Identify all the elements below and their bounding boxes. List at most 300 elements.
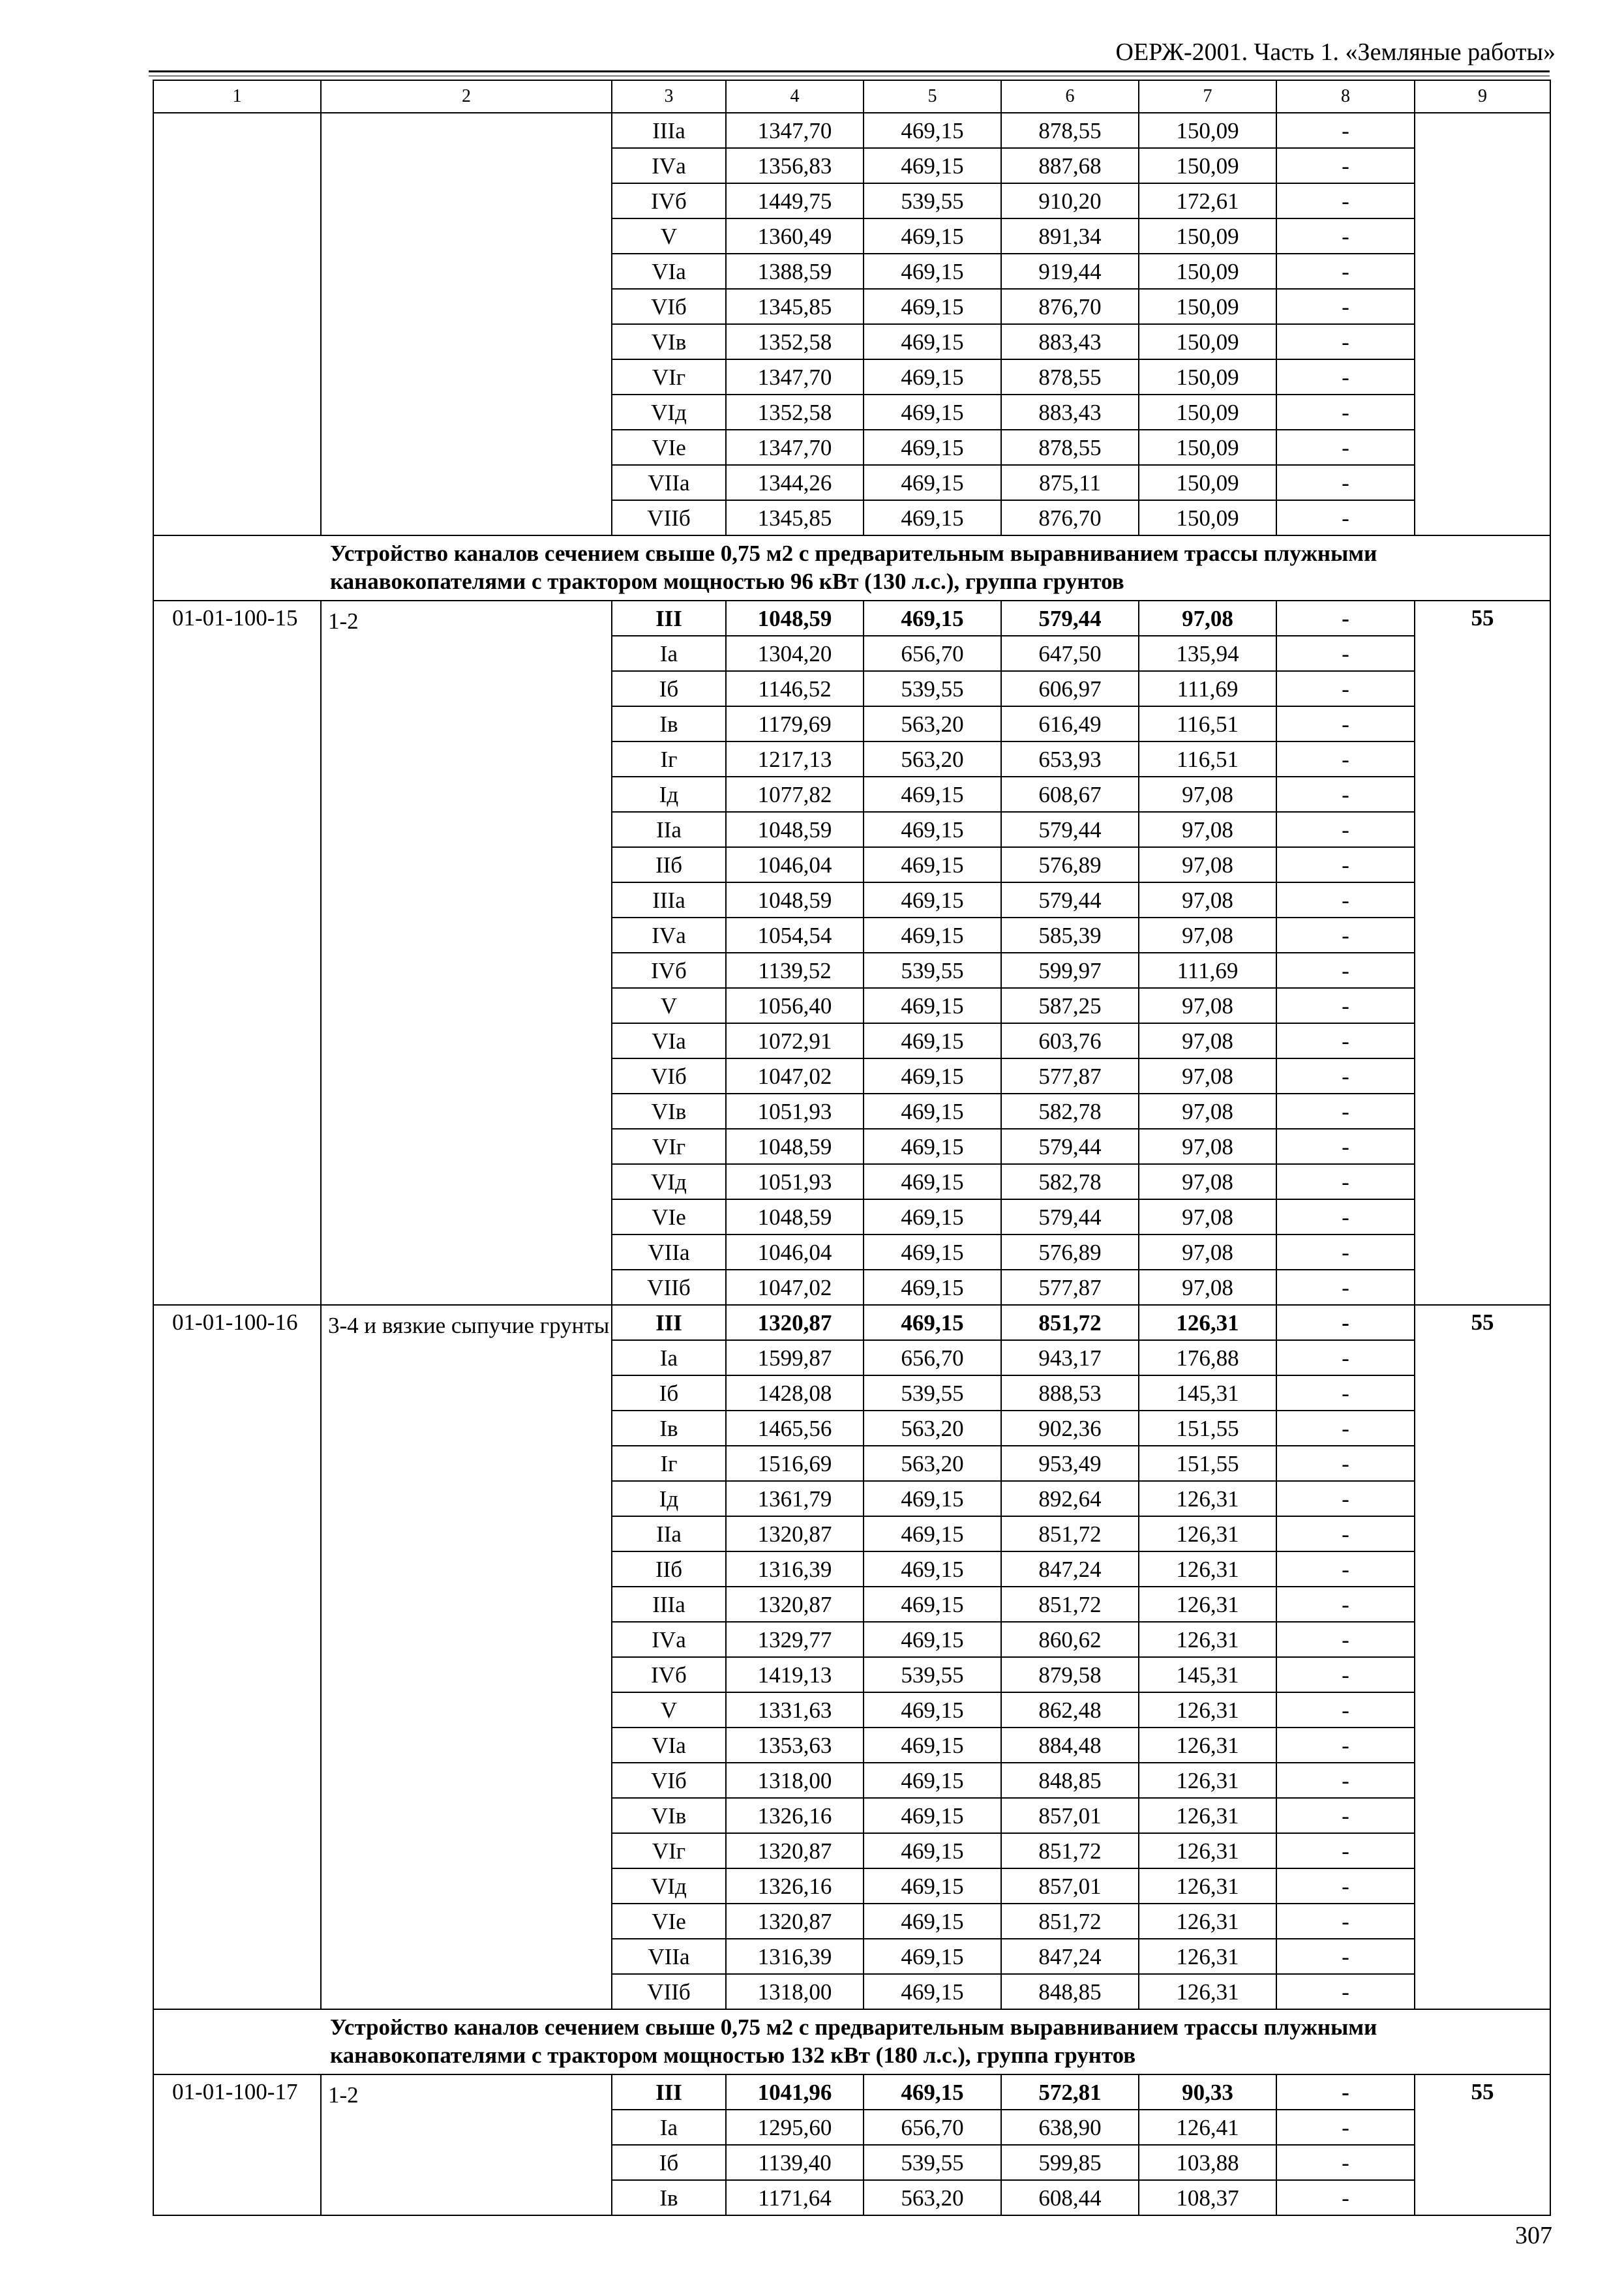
value-cell: 1331,63 bbox=[726, 1692, 864, 1728]
value-cell: 539,55 bbox=[864, 183, 1001, 218]
value-cell: 150,09 bbox=[1139, 113, 1276, 148]
value-cell: 1316,39 bbox=[726, 1551, 864, 1587]
value-cell: - bbox=[1276, 2180, 1415, 2215]
value-cell: 587,25 bbox=[1001, 988, 1139, 1023]
value-cell: 1352,58 bbox=[726, 324, 864, 359]
soil-grade-cell: VIб bbox=[612, 1058, 726, 1094]
value-cell: 860,62 bbox=[1001, 1622, 1139, 1657]
value-cell: - bbox=[1276, 847, 1415, 882]
value-cell: 469,15 bbox=[864, 988, 1001, 1023]
value-cell: 563,20 bbox=[864, 2180, 1001, 2215]
value-cell: 1048,59 bbox=[726, 601, 864, 636]
soil-grade-cell: Iг bbox=[612, 741, 726, 777]
value-cell: 539,55 bbox=[864, 671, 1001, 706]
soil-grade-cell: III bbox=[612, 2074, 726, 2110]
value-cell: 469,15 bbox=[864, 1868, 1001, 1904]
value-cell: 579,44 bbox=[1001, 882, 1139, 918]
value-cell: 90,33 bbox=[1139, 2074, 1276, 2110]
value-cell: 606,97 bbox=[1001, 671, 1139, 706]
value-cell: 902,36 bbox=[1001, 1411, 1139, 1446]
value-cell: 848,85 bbox=[1001, 1974, 1139, 2009]
value-cell: - bbox=[1276, 1939, 1415, 1974]
value-cell: 150,09 bbox=[1139, 500, 1276, 535]
value-cell: - bbox=[1276, 1164, 1415, 1199]
value-cell: 1347,70 bbox=[726, 430, 864, 465]
soil-grade-cell: IIа bbox=[612, 812, 726, 847]
value-cell: 576,89 bbox=[1001, 1234, 1139, 1270]
value-cell: - bbox=[1276, 1868, 1415, 1904]
value-cell: 469,15 bbox=[864, 465, 1001, 500]
soil-grade-cell: VIIб bbox=[612, 500, 726, 535]
section-title: Устройство каналов сечением свыше 0,75 м2 с предварительным выравниванием трассы плужными канавокопателями с трактором мощностью 132 кВт (180 л.с.), группа грунтов bbox=[153, 2009, 1550, 2074]
value-cell: 599,97 bbox=[1001, 953, 1139, 988]
value-cell: 1320,87 bbox=[726, 1305, 864, 1340]
col9-cell-empty bbox=[1415, 113, 1550, 535]
value-cell: - bbox=[1276, 500, 1415, 535]
table-row bbox=[153, 2074, 1550, 2110]
value-cell: - bbox=[1276, 2145, 1415, 2180]
value-cell: 878,55 bbox=[1001, 430, 1139, 465]
value-cell: 879,58 bbox=[1001, 1657, 1139, 1692]
value-cell: - bbox=[1276, 1974, 1415, 2009]
value-cell: 150,09 bbox=[1139, 254, 1276, 289]
value-cell: 943,17 bbox=[1001, 1340, 1139, 1375]
value-cell: 563,20 bbox=[864, 1411, 1001, 1446]
value-cell: 97,08 bbox=[1139, 918, 1276, 953]
value-cell: 1320,87 bbox=[726, 1587, 864, 1622]
value-cell: - bbox=[1276, 1833, 1415, 1868]
value-cell: 97,08 bbox=[1139, 812, 1276, 847]
soil-grade-cell: V bbox=[612, 988, 726, 1023]
value-cell: 1051,93 bbox=[726, 1094, 864, 1129]
soil-grade-cell: IIб bbox=[612, 1551, 726, 1587]
value-cell: 469,15 bbox=[864, 324, 1001, 359]
soil-grade-cell: IIб bbox=[612, 847, 726, 882]
value-cell: - bbox=[1276, 1798, 1415, 1833]
value-cell: 469,15 bbox=[864, 1939, 1001, 1974]
value-cell: 469,15 bbox=[864, 1481, 1001, 1516]
soil-grade-cell: VIа bbox=[612, 1728, 726, 1763]
column-number: 5 bbox=[864, 80, 1001, 113]
soil-grade-cell: VIд bbox=[612, 395, 726, 430]
value-cell: 150,09 bbox=[1139, 289, 1276, 324]
col9-value: 55 bbox=[1415, 1305, 1550, 2009]
value-cell: - bbox=[1276, 183, 1415, 218]
value-cell: 1047,02 bbox=[726, 1270, 864, 1305]
soil-grade-cell: VIг bbox=[612, 1129, 726, 1164]
value-cell: 1048,59 bbox=[726, 812, 864, 847]
value-cell: 1318,00 bbox=[726, 1974, 864, 2009]
table-row bbox=[153, 113, 1550, 148]
value-cell: 851,72 bbox=[1001, 1587, 1139, 1622]
soil-grade-cell: V bbox=[612, 1692, 726, 1728]
value-cell: 563,20 bbox=[864, 741, 1001, 777]
soil-grade-cell: VIд bbox=[612, 1164, 726, 1199]
value-cell: 599,85 bbox=[1001, 2145, 1139, 2180]
value-cell: 97,08 bbox=[1139, 601, 1276, 636]
value-cell: - bbox=[1276, 1692, 1415, 1728]
value-cell: 638,90 bbox=[1001, 2110, 1139, 2145]
soil-grade-cell: VIв bbox=[612, 1798, 726, 1833]
value-cell: 97,08 bbox=[1139, 777, 1276, 812]
value-cell: 126,31 bbox=[1139, 1904, 1276, 1939]
value-cell: 126,41 bbox=[1139, 2110, 1276, 2145]
column-number: 3 bbox=[612, 80, 726, 113]
table-row bbox=[153, 1305, 1550, 1340]
value-cell: 1051,93 bbox=[726, 1164, 864, 1199]
soil-grade-cell: Iб bbox=[612, 1375, 726, 1411]
value-cell: 126,31 bbox=[1139, 1974, 1276, 2009]
value-cell: 1428,08 bbox=[726, 1375, 864, 1411]
column-number: 1 bbox=[153, 80, 321, 113]
value-cell: 150,09 bbox=[1139, 324, 1276, 359]
price-table bbox=[153, 80, 1551, 2216]
value-cell: 469,15 bbox=[864, 430, 1001, 465]
value-cell: - bbox=[1276, 1270, 1415, 1305]
value-cell: 653,93 bbox=[1001, 741, 1139, 777]
value-cell: 469,15 bbox=[864, 1622, 1001, 1657]
soil-grade-cell: Iд bbox=[612, 1481, 726, 1516]
value-cell: 469,15 bbox=[864, 1199, 1001, 1234]
value-cell: - bbox=[1276, 812, 1415, 847]
soil-grade-cell: Iа bbox=[612, 1340, 726, 1375]
value-cell: 851,72 bbox=[1001, 1305, 1139, 1340]
value-cell: 469,15 bbox=[864, 1551, 1001, 1587]
value-cell: 910,20 bbox=[1001, 183, 1139, 218]
soil-grade-cell: VIIб bbox=[612, 1974, 726, 2009]
value-cell: 1353,63 bbox=[726, 1728, 864, 1763]
value-cell: - bbox=[1276, 1375, 1415, 1411]
value-cell: 656,70 bbox=[864, 2110, 1001, 2145]
value-cell: - bbox=[1276, 1058, 1415, 1094]
value-cell: - bbox=[1276, 1516, 1415, 1551]
value-cell: 469,15 bbox=[864, 113, 1001, 148]
value-cell: 97,08 bbox=[1139, 1164, 1276, 1199]
value-cell: 1072,91 bbox=[726, 1023, 864, 1058]
value-cell: 469,15 bbox=[864, 601, 1001, 636]
value-cell: - bbox=[1276, 1023, 1415, 1058]
value-cell: 97,08 bbox=[1139, 1270, 1276, 1305]
value-cell: 126,31 bbox=[1139, 1481, 1276, 1516]
value-cell: 1465,56 bbox=[726, 1411, 864, 1446]
value-cell: 579,44 bbox=[1001, 601, 1139, 636]
value-cell: 126,31 bbox=[1139, 1868, 1276, 1904]
value-cell: - bbox=[1276, 988, 1415, 1023]
value-cell: 563,20 bbox=[864, 1446, 1001, 1481]
value-cell: 857,01 bbox=[1001, 1798, 1139, 1833]
running-header: ОЕРЖ-2001. Часть 1. «Земляные работы» bbox=[1115, 38, 1556, 66]
value-cell: 539,55 bbox=[864, 1657, 1001, 1692]
column-number: 9 bbox=[1415, 80, 1550, 113]
value-cell: 539,55 bbox=[864, 2145, 1001, 2180]
value-cell: 126,31 bbox=[1139, 1587, 1276, 1622]
value-cell: 862,48 bbox=[1001, 1692, 1139, 1728]
value-cell: 469,15 bbox=[864, 1728, 1001, 1763]
soil-grade-cell: IVа bbox=[612, 148, 726, 183]
value-cell: - bbox=[1276, 601, 1415, 636]
value-cell: - bbox=[1276, 254, 1415, 289]
value-cell: 576,89 bbox=[1001, 847, 1139, 882]
value-cell: 883,43 bbox=[1001, 324, 1139, 359]
value-cell: 126,31 bbox=[1139, 1939, 1276, 1974]
value-cell: 847,24 bbox=[1001, 1551, 1139, 1587]
value-cell: 469,15 bbox=[864, 1833, 1001, 1868]
value-cell: 1179,69 bbox=[726, 706, 864, 741]
value-cell: 97,08 bbox=[1139, 1199, 1276, 1234]
value-cell: - bbox=[1276, 148, 1415, 183]
value-cell: 469,15 bbox=[864, 812, 1001, 847]
value-cell: 878,55 bbox=[1001, 113, 1139, 148]
value-cell: 563,20 bbox=[864, 706, 1001, 741]
value-cell: 126,31 bbox=[1139, 1798, 1276, 1833]
soil-grade-cell: VIIа bbox=[612, 1939, 726, 1974]
value-cell: 126,31 bbox=[1139, 1833, 1276, 1868]
value-cell: 577,87 bbox=[1001, 1270, 1139, 1305]
column-number: 4 bbox=[726, 80, 864, 113]
value-cell: 469,15 bbox=[864, 918, 1001, 953]
soil-grade-cell: VIб bbox=[612, 289, 726, 324]
value-cell: 1347,70 bbox=[726, 113, 864, 148]
value-cell: 126,31 bbox=[1139, 1763, 1276, 1798]
value-cell: 150,09 bbox=[1139, 218, 1276, 254]
value-cell: 892,64 bbox=[1001, 1481, 1139, 1516]
value-cell: 97,08 bbox=[1139, 988, 1276, 1023]
value-cell: 469,15 bbox=[864, 1904, 1001, 1939]
value-cell: 603,76 bbox=[1001, 1023, 1139, 1058]
value-cell: 1360,49 bbox=[726, 218, 864, 254]
value-cell: - bbox=[1276, 1094, 1415, 1129]
value-cell: 876,70 bbox=[1001, 500, 1139, 535]
value-cell: 469,15 bbox=[864, 289, 1001, 324]
value-cell: 888,53 bbox=[1001, 1375, 1139, 1411]
value-cell: 469,15 bbox=[864, 1058, 1001, 1094]
value-cell: 582,78 bbox=[1001, 1094, 1139, 1129]
value-cell: 1054,54 bbox=[726, 918, 864, 953]
column-number: 8 bbox=[1276, 80, 1415, 113]
value-cell: 469,15 bbox=[864, 359, 1001, 395]
value-cell: 851,72 bbox=[1001, 1833, 1139, 1868]
code-cell-empty bbox=[153, 113, 321, 535]
soil-grade-cell: VIв bbox=[612, 1094, 726, 1129]
value-cell: 126,31 bbox=[1139, 1692, 1276, 1728]
col9-value: 55 bbox=[1415, 2074, 1550, 2215]
soil-grade-cell: IIIа bbox=[612, 1587, 726, 1622]
soil-grade-cell: Iб bbox=[612, 2145, 726, 2180]
value-cell: 469,15 bbox=[864, 1763, 1001, 1798]
soil-grade-cell: VIе bbox=[612, 1904, 726, 1939]
value-cell: 919,44 bbox=[1001, 254, 1139, 289]
column-number: 7 bbox=[1139, 80, 1276, 113]
value-cell: - bbox=[1276, 1904, 1415, 1939]
soil-grade-cell: VIе bbox=[612, 430, 726, 465]
value-cell: 1320,87 bbox=[726, 1833, 864, 1868]
soil-grade-cell: Iв bbox=[612, 706, 726, 741]
value-cell: 579,44 bbox=[1001, 1129, 1139, 1164]
value-cell: 150,09 bbox=[1139, 359, 1276, 395]
value-cell: 1516,69 bbox=[726, 1446, 864, 1481]
value-cell: 1048,59 bbox=[726, 1199, 864, 1234]
value-cell: 585,39 bbox=[1001, 918, 1139, 953]
soil-grade-cell: VIв bbox=[612, 324, 726, 359]
col9-value: 55 bbox=[1415, 601, 1550, 1305]
value-cell: 616,49 bbox=[1001, 706, 1139, 741]
value-cell: 97,08 bbox=[1139, 882, 1276, 918]
value-cell: 878,55 bbox=[1001, 359, 1139, 395]
value-cell: 150,09 bbox=[1139, 395, 1276, 430]
value-cell: 647,50 bbox=[1001, 636, 1139, 671]
page-number: 307 bbox=[1515, 2222, 1552, 2249]
value-cell: - bbox=[1276, 636, 1415, 671]
value-cell: 1318,00 bbox=[726, 1763, 864, 1798]
value-cell: - bbox=[1276, 218, 1415, 254]
soil-grade-cell: Iв bbox=[612, 2180, 726, 2215]
value-cell: 857,01 bbox=[1001, 1868, 1139, 1904]
value-cell: 145,31 bbox=[1139, 1375, 1276, 1411]
value-cell: 135,94 bbox=[1139, 636, 1276, 671]
value-cell: 469,15 bbox=[864, 148, 1001, 183]
value-cell: 1146,52 bbox=[726, 671, 864, 706]
value-cell: 469,15 bbox=[864, 1270, 1001, 1305]
value-cell: 151,55 bbox=[1139, 1446, 1276, 1481]
value-cell: 97,08 bbox=[1139, 1129, 1276, 1164]
value-cell: 97,08 bbox=[1139, 847, 1276, 882]
value-cell: 116,51 bbox=[1139, 706, 1276, 741]
value-cell: 469,15 bbox=[864, 1234, 1001, 1270]
value-cell: 469,15 bbox=[864, 2074, 1001, 2110]
value-cell: 1139,52 bbox=[726, 953, 864, 988]
value-cell: 1329,77 bbox=[726, 1622, 864, 1657]
value-cell: 145,31 bbox=[1139, 1657, 1276, 1692]
value-cell: 1449,75 bbox=[726, 183, 864, 218]
soil-grade-cell: Iб bbox=[612, 671, 726, 706]
column-number: 2 bbox=[321, 80, 612, 113]
value-cell: - bbox=[1276, 918, 1415, 953]
section-row bbox=[153, 535, 1550, 601]
value-cell: 1304,20 bbox=[726, 636, 864, 671]
value-cell: 1326,16 bbox=[726, 1798, 864, 1833]
value-cell: 1046,04 bbox=[726, 1234, 864, 1270]
value-cell: 876,70 bbox=[1001, 289, 1139, 324]
value-cell: 579,44 bbox=[1001, 812, 1139, 847]
norm-code: 01-01-100-16 bbox=[153, 1305, 321, 2009]
value-cell: 126,31 bbox=[1139, 1622, 1276, 1657]
value-cell: 469,15 bbox=[864, 777, 1001, 812]
value-cell: - bbox=[1276, 465, 1415, 500]
value-cell: - bbox=[1276, 1234, 1415, 1270]
value-cell: 539,55 bbox=[864, 953, 1001, 988]
value-cell: 1320,87 bbox=[726, 1904, 864, 1939]
value-cell: 97,08 bbox=[1139, 1234, 1276, 1270]
value-cell: 1345,85 bbox=[726, 500, 864, 535]
value-cell: 126,31 bbox=[1139, 1551, 1276, 1587]
value-cell: - bbox=[1276, 1411, 1415, 1446]
soil-grade-cell: Iа bbox=[612, 2110, 726, 2145]
soil-grade-cell: VIа bbox=[612, 254, 726, 289]
soil-grade-cell: Iв bbox=[612, 1411, 726, 1446]
value-cell: 150,09 bbox=[1139, 148, 1276, 183]
value-cell: 1361,79 bbox=[726, 1481, 864, 1516]
value-cell: 111,69 bbox=[1139, 671, 1276, 706]
value-cell: 572,81 bbox=[1001, 2074, 1139, 2110]
section-row bbox=[153, 2009, 1550, 2074]
value-cell: 1217,13 bbox=[726, 741, 864, 777]
value-cell: 851,72 bbox=[1001, 1904, 1139, 1939]
value-cell: 1041,96 bbox=[726, 2074, 864, 2110]
column-number-row bbox=[153, 80, 1550, 113]
value-cell: 1048,59 bbox=[726, 1129, 864, 1164]
soil-grade-cell: IVб bbox=[612, 953, 726, 988]
value-cell: 875,11 bbox=[1001, 465, 1139, 500]
value-cell: - bbox=[1276, 1622, 1415, 1657]
value-cell: 150,09 bbox=[1139, 465, 1276, 500]
soil-group: 1-2 bbox=[321, 601, 612, 1305]
value-cell: 891,34 bbox=[1001, 218, 1139, 254]
soil-grade-cell: Iг bbox=[612, 1446, 726, 1481]
value-cell: - bbox=[1276, 2074, 1415, 2110]
value-cell: 469,15 bbox=[864, 218, 1001, 254]
soil-grade-cell: V bbox=[612, 218, 726, 254]
value-cell: 469,15 bbox=[864, 1692, 1001, 1728]
value-cell: 953,49 bbox=[1001, 1446, 1139, 1481]
value-cell: - bbox=[1276, 1728, 1415, 1763]
soil-grade-cell: VIг bbox=[612, 359, 726, 395]
soil-group: 1-2 bbox=[321, 2074, 612, 2215]
value-cell: 469,15 bbox=[864, 1094, 1001, 1129]
soil-grade-cell: IVб bbox=[612, 1657, 726, 1692]
value-cell: 1056,40 bbox=[726, 988, 864, 1023]
soil-grade-cell: VIIа bbox=[612, 465, 726, 500]
soil-grade-cell: IVа bbox=[612, 1622, 726, 1657]
value-cell: - bbox=[1276, 289, 1415, 324]
table-row bbox=[153, 601, 1550, 636]
value-cell: - bbox=[1276, 741, 1415, 777]
value-cell: - bbox=[1276, 395, 1415, 430]
value-cell: 884,48 bbox=[1001, 1728, 1139, 1763]
value-cell: 469,15 bbox=[864, 500, 1001, 535]
value-cell: 116,51 bbox=[1139, 741, 1276, 777]
value-cell: 851,72 bbox=[1001, 1516, 1139, 1551]
value-cell: 469,15 bbox=[864, 1974, 1001, 2009]
value-cell: 469,15 bbox=[864, 1164, 1001, 1199]
value-cell: 1419,13 bbox=[726, 1657, 864, 1692]
value-cell: - bbox=[1276, 1199, 1415, 1234]
price-table-body bbox=[153, 80, 1550, 2215]
value-cell: 1344,26 bbox=[726, 465, 864, 500]
soil-grade-cell: Iд bbox=[612, 777, 726, 812]
value-cell: - bbox=[1276, 777, 1415, 812]
value-cell: - bbox=[1276, 2110, 1415, 2145]
value-cell: - bbox=[1276, 706, 1415, 741]
value-cell: 126,31 bbox=[1139, 1728, 1276, 1763]
soil-grade-cell: VIд bbox=[612, 1868, 726, 1904]
column-number: 6 bbox=[1001, 80, 1139, 113]
value-cell: 469,15 bbox=[864, 1129, 1001, 1164]
soil-cell-empty bbox=[321, 113, 612, 535]
value-cell: 656,70 bbox=[864, 636, 1001, 671]
soil-grade-cell: IIIа bbox=[612, 882, 726, 918]
value-cell: - bbox=[1276, 324, 1415, 359]
value-cell: 1320,87 bbox=[726, 1516, 864, 1551]
value-cell: 1171,64 bbox=[726, 2180, 864, 2215]
value-cell: 469,15 bbox=[864, 1516, 1001, 1551]
value-cell: 577,87 bbox=[1001, 1058, 1139, 1094]
value-cell: 1599,87 bbox=[726, 1340, 864, 1375]
value-cell: 656,70 bbox=[864, 1340, 1001, 1375]
value-cell: - bbox=[1276, 953, 1415, 988]
value-cell: 469,15 bbox=[864, 882, 1001, 918]
value-cell: 108,37 bbox=[1139, 2180, 1276, 2215]
value-cell: - bbox=[1276, 1587, 1415, 1622]
